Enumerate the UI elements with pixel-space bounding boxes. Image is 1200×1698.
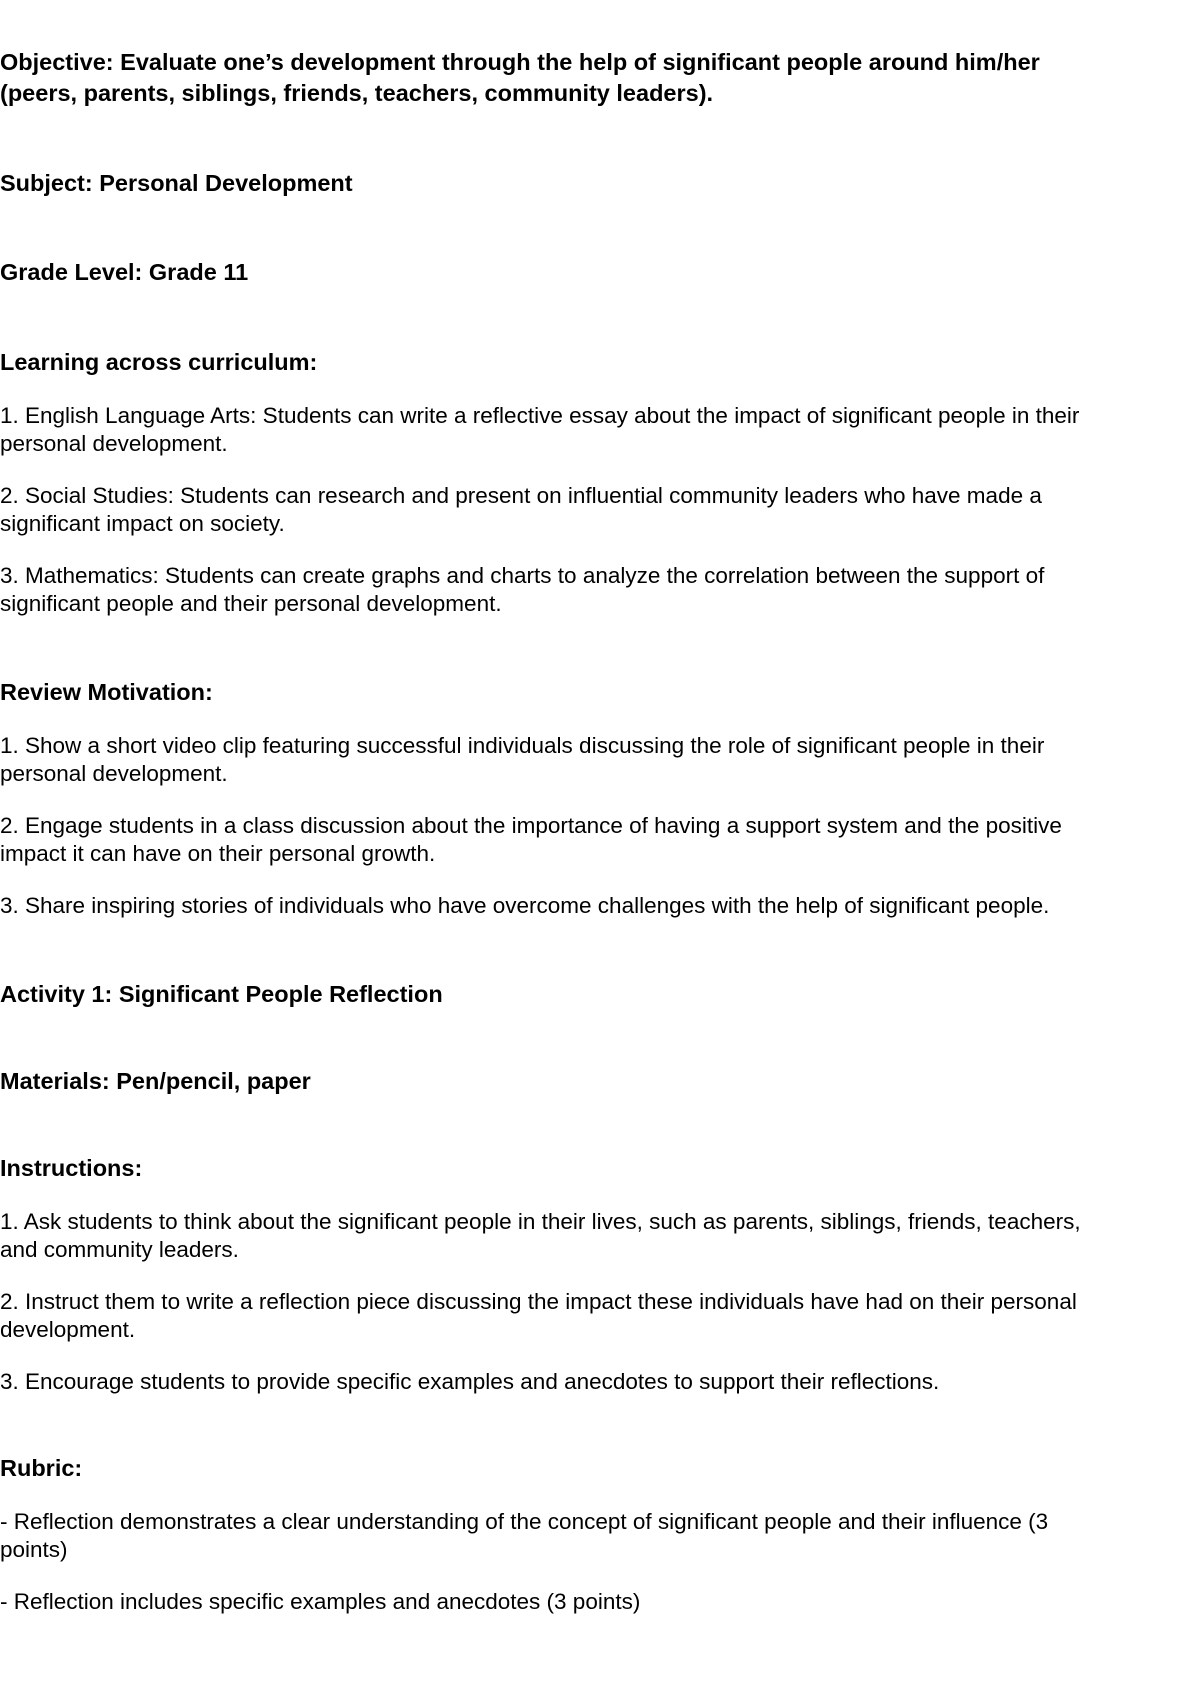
motivation-item-2 bbox=[0, 812, 1185, 868]
rubric-item-2 bbox=[0, 1588, 1185, 1616]
learning-across-curriculum-heading: Learning across curriculum: bbox=[0, 349, 318, 375]
curriculum-item-2-line-1: 2. Social Studies: Students can research and present on influential community leaders who have made a bbox=[0, 483, 1042, 508]
review-motivation-heading: Review Motivation: bbox=[0, 679, 213, 705]
instruction-item-3 bbox=[0, 1368, 1185, 1396]
motivation-item-2-line-2: impact it can have on their personal growth. bbox=[0, 841, 436, 866]
rubric-item-1-line-1: - Reflection demonstrates a clear understanding of the concept of significant people and their influence (3 bbox=[0, 1509, 1049, 1534]
instruction-item-2 bbox=[0, 1288, 1185, 1344]
curriculum-item-2 bbox=[0, 482, 1185, 538]
instruction-item-3-line-1: 3. Encourage students to provide specific examples and anecdotes to support their reflections. bbox=[0, 1369, 940, 1394]
motivation-item-2-line-1: 2. Engage students in a class discussion about the importance of having a support system and the positive bbox=[0, 813, 1062, 838]
grade-level-heading: Grade Level: Grade 11 bbox=[0, 259, 249, 285]
objective-line-1: Objective: Evaluate one’s development through the help of significant people around him/her bbox=[0, 49, 1040, 75]
curriculum-item-3 bbox=[0, 562, 1185, 618]
subject-heading: Subject: Personal Development bbox=[0, 170, 353, 196]
instruction-item-1-line-2: and community leaders. bbox=[0, 1237, 239, 1262]
motivation-item-1-line-2: personal development. bbox=[0, 761, 228, 786]
motivation-item-1-line-1: 1. Show a short video clip featuring successful individuals discussing the role of significant people in their bbox=[0, 733, 1045, 758]
rubric-item-1-line-2: points) bbox=[0, 1537, 68, 1562]
objective-heading bbox=[0, 47, 1185, 109]
instruction-item-2-line-1: 2. Instruct them to write a reflection piece discussing the impact these individuals have had on their personal bbox=[0, 1289, 1077, 1314]
motivation-item-3-line-1: 3. Share inspiring stories of individuals who have overcome challenges with the help of significant people. bbox=[0, 893, 1050, 918]
curriculum-item-2-line-2: significant impact on society. bbox=[0, 511, 285, 536]
curriculum-item-3-line-1: 3. Mathematics: Students can create graphs and charts to analyze the correlation between the support of bbox=[0, 563, 1045, 588]
rubric-item-1 bbox=[0, 1508, 1185, 1564]
curriculum-item-3-line-2: significant people and their personal development. bbox=[0, 591, 502, 616]
activity-title: Activity 1: Significant People Reflection bbox=[0, 981, 443, 1007]
rubric-item-2-line-1: - Reflection includes specific examples and anecdotes (3 points) bbox=[0, 1589, 641, 1614]
objective-line-2: (peers, parents, siblings, friends, teachers, community leaders). bbox=[0, 80, 714, 106]
instruction-item-2-line-2: development. bbox=[0, 1317, 136, 1342]
materials-heading: Materials: Pen/pencil, paper bbox=[0, 1068, 311, 1094]
rubric-heading: Rubric: bbox=[0, 1455, 83, 1481]
motivation-item-3 bbox=[0, 892, 1185, 920]
instruction-item-1 bbox=[0, 1208, 1185, 1264]
instruction-item-1-line-1: 1. Ask students to think about the significant people in their lives, such as parents, siblings, friends, teachers, bbox=[0, 1209, 1081, 1234]
curriculum-item-1-line-2: personal development. bbox=[0, 431, 228, 456]
curriculum-item-1-line-1: 1. English Language Arts: Students can write a reflective essay about the impact of significant people in their bbox=[0, 403, 1080, 428]
instructions-heading: Instructions: bbox=[0, 1155, 143, 1181]
curriculum-item-1 bbox=[0, 402, 1185, 458]
motivation-item-1 bbox=[0, 732, 1185, 788]
